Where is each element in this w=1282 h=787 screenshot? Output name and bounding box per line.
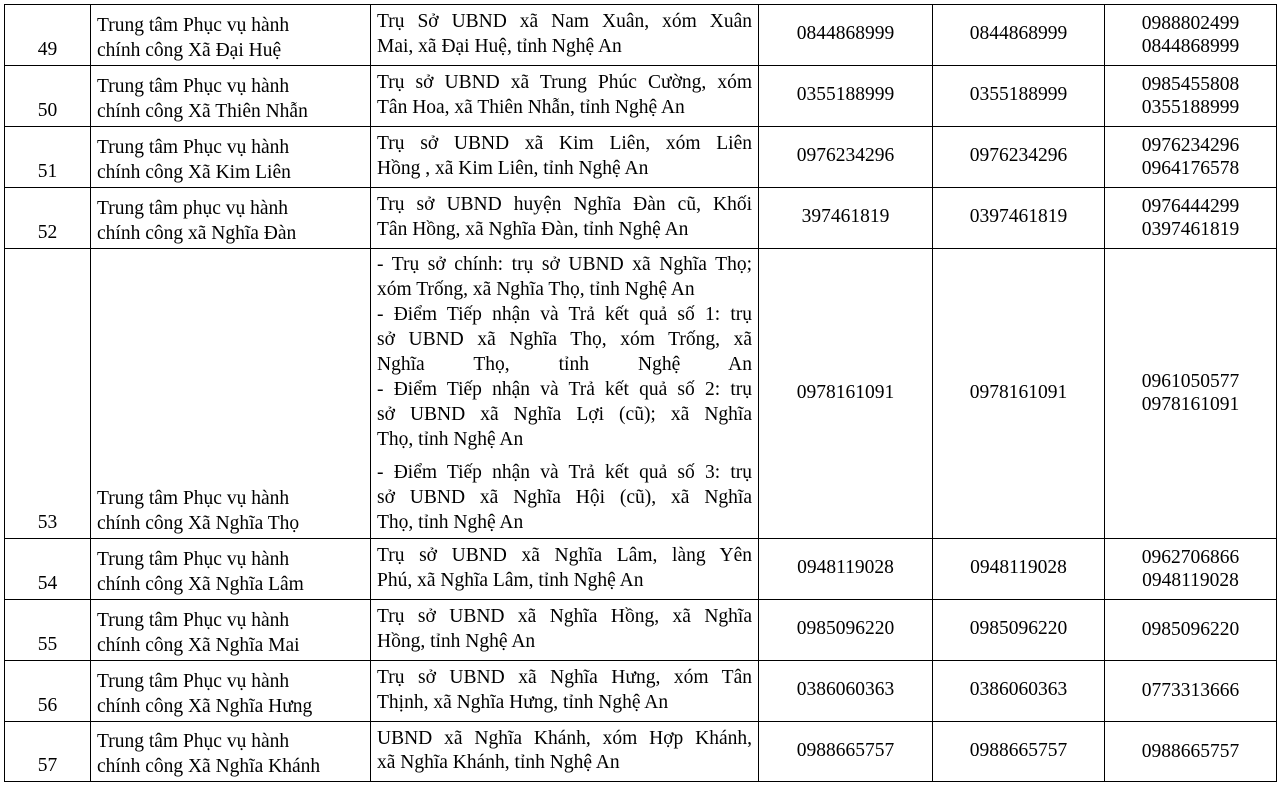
- row-number: 53: [5, 249, 91, 539]
- phone-1: 0948119028: [759, 539, 933, 600]
- table-row: [5, 66, 1277, 127]
- center-name: Trung tâm Phục vụ hành chính công Xã Thiên Nhẫn: [91, 66, 371, 127]
- phone-1: 0978161091: [759, 249, 933, 539]
- table-row: [5, 249, 1277, 539]
- center-name: Trung tâm Phục vụ hành chính công Xã Nghĩa Hưng: [91, 661, 371, 722]
- phone-3: 0962706866 0948119028: [1105, 539, 1277, 600]
- row-number: 50: [5, 66, 91, 127]
- table-row: [5, 539, 1277, 600]
- phone-3: 0985096220: [1105, 600, 1277, 661]
- phone-2: 0948119028: [933, 539, 1105, 600]
- phone-3: 0988665757: [1105, 722, 1277, 782]
- table-row: [5, 722, 1277, 782]
- center-name: Trung tâm Phục vụ hành chính công Xã Nghĩa Lâm: [91, 539, 371, 600]
- phone-2: 0985096220: [933, 600, 1105, 661]
- row-number: 51: [5, 127, 91, 188]
- center-name: Trung tâm Phục vụ hành chính công Xã Đại Huệ: [91, 5, 371, 66]
- contact-table: [4, 4, 1277, 782]
- row-number: 55: [5, 600, 91, 661]
- address: Trụ sở UBND xã Nghĩa Lâm, làng Yên Phú, xã Nghĩa Lâm, tỉnh Nghệ An: [371, 539, 759, 600]
- table-row: [5, 5, 1277, 66]
- address: Trụ sở UBND xã Nghĩa Hồng, xã Nghĩa Hồng, tỉnh Nghệ An: [371, 600, 759, 661]
- phone-2: 0386060363: [933, 661, 1105, 722]
- phone-2: 0988665757: [933, 722, 1105, 782]
- phone-3: 0961050577 0978161091: [1105, 249, 1277, 539]
- address: Trụ Sở UBND xã Nam Xuân, xóm Xuân Mai, xã Đại Huệ, tỉnh Nghệ An: [371, 5, 759, 66]
- row-number: 49: [5, 5, 91, 66]
- address: - Trụ sở chính: trụ sở UBND xã Nghĩa Thọ; xóm Trống, xã Nghĩa Thọ, tỉnh Nghệ An - Điểm Tiếp nhận và Trả kết quả số 1: trụ sở UBND xã Nghĩa Thọ, xóm Trống, xã Nghĩa Thọ, tỉnh Nghệ An - Điểm Tiếp nhận và Trả kết quả số 2: trụ sở UBND xã Nghĩa Lợi (cũ); xã Nghĩa Thọ, tỉnh Nghệ An - Điểm Tiếp nhận và Trả kết quả số 3: trụ sở UBND xã Nghĩa Hội (cũ), xã Nghĩa Thọ, tỉnh Nghệ An: [371, 249, 759, 539]
- phone-3: 0976234296 0964176578: [1105, 127, 1277, 188]
- phone-2: 0978161091: [933, 249, 1105, 539]
- address: UBND xã Nghĩa Khánh, xóm Hợp Khánh, xã Nghĩa Khánh, tỉnh Nghệ An: [371, 722, 759, 782]
- center-name: Trung tâm Phục vụ hành chính công Xã Nghĩa Mai: [91, 600, 371, 661]
- phone-1: 397461819: [759, 188, 933, 249]
- row-number: 54: [5, 539, 91, 600]
- address: Trụ sở UBND xã Kim Liên, xóm Liên Hồng , xã Kim Liên, tỉnh Nghệ An: [371, 127, 759, 188]
- phone-3: 0773313666: [1105, 661, 1277, 722]
- table-row: [5, 661, 1277, 722]
- phone-3: 0988802499 0844868999: [1105, 5, 1277, 66]
- phone-1: 0386060363: [759, 661, 933, 722]
- table-row: [5, 600, 1277, 661]
- phone-2: 0397461819: [933, 188, 1105, 249]
- address: Trụ sở UBND xã Nghĩa Hưng, xóm Tân Thịnh, xã Nghĩa Hưng, tỉnh Nghệ An: [371, 661, 759, 722]
- center-name: Trung tâm phục vụ hành chính công xã Nghĩa Đàn: [91, 188, 371, 249]
- phone-2: 0844868999: [933, 5, 1105, 66]
- address: Trụ sở UBND xã Trung Phúc Cường, xóm Tân Hoa, xã Thiên Nhẫn, tỉnh Nghệ An: [371, 66, 759, 127]
- center-name: Trung tâm Phục vụ hành chính công Xã Nghĩa Khánh: [91, 722, 371, 782]
- center-name: Trung tâm Phục vụ hành chính công Xã Nghĩa Thọ: [91, 249, 371, 539]
- row-number: 57: [5, 722, 91, 782]
- phone-2: 0976234296: [933, 127, 1105, 188]
- address: Trụ sở UBND huyện Nghĩa Đàn cũ, Khối Tân Hồng, xã Nghĩa Đàn, tỉnh Nghệ An: [371, 188, 759, 249]
- phone-1: 0844868999: [759, 5, 933, 66]
- row-number: 52: [5, 188, 91, 249]
- phone-2: 0355188999: [933, 66, 1105, 127]
- table-row: [5, 188, 1277, 249]
- phone-1: 0985096220: [759, 600, 933, 661]
- phone-1: 0355188999: [759, 66, 933, 127]
- table-row: [5, 127, 1277, 188]
- center-name: Trung tâm Phục vụ hành chính công Xã Kim Liên: [91, 127, 371, 188]
- row-number: 56: [5, 661, 91, 722]
- phone-1: 0988665757: [759, 722, 933, 782]
- phone-1: 0976234296: [759, 127, 933, 188]
- phone-3: 0985455808 0355188999: [1105, 66, 1277, 127]
- phone-3: 0976444299 0397461819: [1105, 188, 1277, 249]
